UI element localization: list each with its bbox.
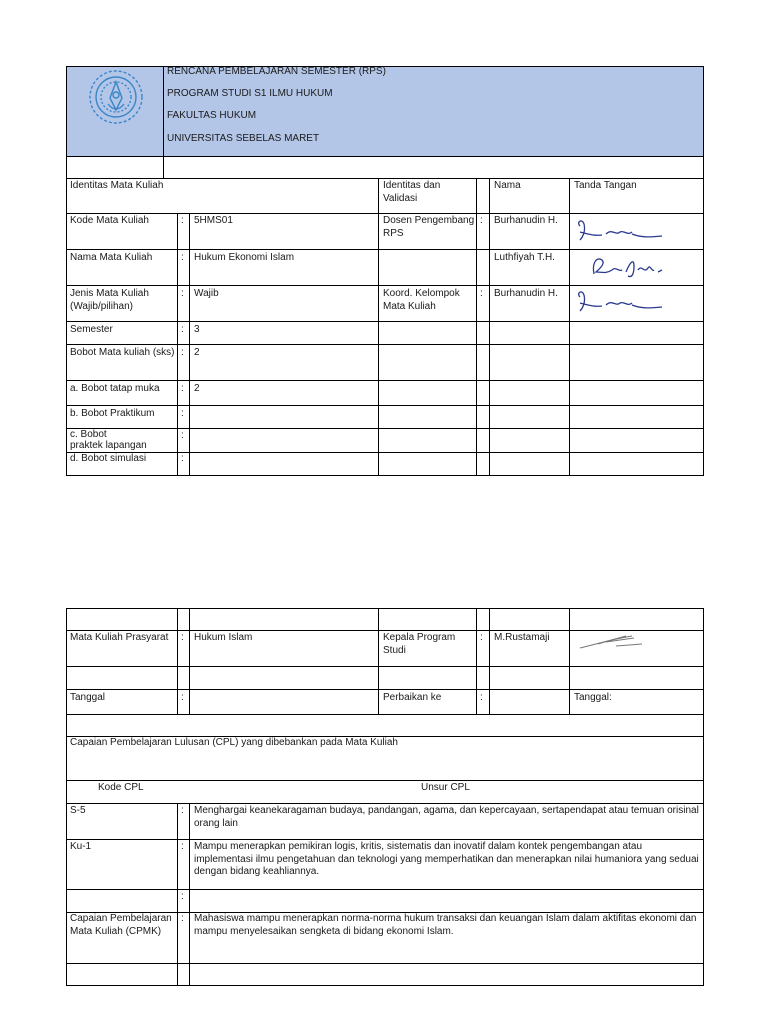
sep: : (181, 430, 184, 441)
sep: : (480, 632, 483, 643)
label-bobot-simulasi: d. Bobot simulasi (70, 453, 147, 464)
label-semester: Semester (70, 324, 113, 335)
value-bobot-tatap-muka: 2 (194, 383, 200, 394)
label-koord-kelompok: Koord. Kelompok Mata Kuliah (383, 288, 460, 312)
sep: : (181, 383, 184, 394)
value-nama-mk: Hukum Ekonomi Islam (194, 252, 295, 263)
signature-image (572, 216, 668, 246)
signature-image (588, 252, 684, 282)
sep: : (181, 252, 184, 263)
university-logo-icon (86, 68, 146, 126)
label-kaprodi: Kepala Program Studi (383, 632, 456, 656)
sep: : (480, 215, 483, 226)
label-kode-mk: Kode Mata Kuliah (70, 215, 149, 226)
col-identitas-mk: Identitas Mata Kuliah (70, 180, 164, 191)
cpl-text: Mampu menerapkan pemikiran logis, kritis, sistematis dan inovatif dalam kontek pengembangan atau implementasi ilmu pengetahuan dan teknologi yang memperhatikan dan menerapkan nilai humaniora yang seduai dengan bidang keahliannya. (194, 841, 699, 877)
label-nama-mk: Nama Mata Kuliah (70, 252, 153, 263)
sep: : (181, 632, 184, 643)
name-kaprodi: M.Rustamaji (494, 632, 550, 643)
value-jenis-mk: Wajib (194, 288, 219, 299)
signature-image (572, 287, 668, 317)
header-university: UNIVERSITAS SEBELAS MARET (167, 133, 320, 144)
cpl-element-header: Unsur CPL (421, 782, 470, 793)
sep: : (181, 841, 184, 852)
label-tanggal: Tanggal (70, 692, 106, 703)
cpmk-text: Mahasiswa mampu menerapkan norma-norma hukum transaksi dan keuangan Islam dalam aktifitas ekonomi dan mampu menyelesaikan sengketa di bidang ekonomi Islam. (194, 913, 697, 937)
sep: : (480, 692, 483, 703)
cpl-code: Ku-1 (70, 841, 92, 852)
sep: : (181, 805, 184, 816)
label-tanggal-right: Tanggal: (574, 692, 612, 703)
header-title: RENCANA PEMBELAJARAN SEMESTER (RPS) (167, 66, 386, 77)
sep: : (181, 891, 184, 902)
col-tanda-tangan: Tanda Tangan (574, 180, 637, 191)
label-perbaikan: Perbaikan ke (383, 692, 442, 703)
cpl-text: Menghargai keanekaragaman budaya, pandangan, agama, dan kepercayaan, sertapendapat atau temuan orisinal orang lain (194, 805, 699, 829)
cpl-code-header: Kode CPL (98, 782, 144, 793)
cpl-code: S-5 (70, 805, 86, 816)
label-dosen-pengembang: Dosen Pengembang RPS (383, 215, 475, 239)
sep: : (181, 324, 184, 335)
label-bobot-praktikum: b. Bobot Praktikum (70, 408, 155, 419)
name-koord: Burhanudin H. (494, 288, 558, 299)
cpl-title: Capaian Pembelajaran Lulusan (CPL) yang dibebankan pada Mata Kuliah (70, 737, 398, 748)
sep: : (181, 913, 184, 924)
value-prasyarat: Hukum Islam (194, 632, 253, 643)
label-bobot-praktek-lapangan: c. Bobot praktek lapangan (70, 429, 147, 451)
sep: : (181, 288, 184, 299)
value-kode-mk: 5HMS01 (194, 215, 233, 226)
sep: : (181, 692, 184, 703)
sep: : (480, 288, 483, 299)
header-program: PROGRAM STUDI S1 ILMU HUKUM (167, 88, 333, 99)
value-semester: 3 (194, 324, 200, 335)
label-jenis-mk: Jenis Mata Kuliah (Wajib/pilihan) (70, 288, 149, 312)
label-bobot-mk: Bobot Mata kuliah (sks) (70, 347, 175, 358)
sep: : (181, 408, 184, 419)
sep: : (181, 453, 184, 464)
signature-image (576, 630, 648, 654)
value-bobot-mk: 2 (194, 347, 200, 358)
header-faculty: FAKULTAS HUKUM (167, 110, 257, 121)
label-prasyarat: Mata Kuliah Prasyarat (70, 632, 169, 643)
sep: : (181, 215, 184, 226)
name-dosen-pengembang: Burhanudin H. (494, 215, 558, 226)
label-cpmk: Capaian Pembelajaran Mata Kuliah (CPMK) (70, 913, 172, 937)
col-identitas-validasi: Identitas dan Validasi (383, 180, 441, 204)
label-bobot-tatap-muka: a. Bobot tatap muka (70, 383, 160, 394)
col-nama: Nama (494, 180, 521, 191)
name-dosen-2: Luthfiyah T.H. (494, 252, 555, 263)
sep: : (181, 347, 184, 358)
